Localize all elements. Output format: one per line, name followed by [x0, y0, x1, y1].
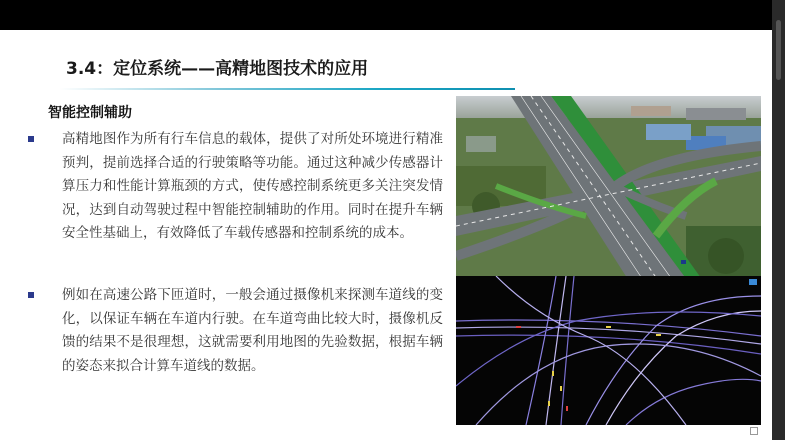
scrollbar-thumb[interactable]	[776, 20, 781, 80]
paragraph-text: 例如在高速公路下匝道时，一般会通过摄像机来探测车道线的变化，以保证车辆在车道内行驶。在车道弯曲比较大时，摄像机反馈的结果不是很理想，这就需要利用地图的先验数据，根据车辆的姿态来拟合计算车道线的数据。	[62, 287, 443, 374]
bullet-paragraph-2	[28, 284, 443, 378]
slide-title: 3.4：定位系统——高精地图技术的应用	[66, 59, 369, 79]
square-bullet-icon	[28, 136, 34, 142]
window-top-bar	[0, 0, 785, 30]
square-bullet-icon	[28, 292, 34, 298]
paragraph-text: 高精地图作为所有行车信息的载体，提供了对所处环境进行精准预判，提前选择合适的行驶策略等功能。通过这种减少传感器计算压力和性能计算瓶颈的方式，使传感控制系统更多关注突发情况，达到自动驾驶过程中智能控制辅助的作用。同时在提升车辆安全性基础上，有效降低了车载传感器和控制系统的成本。	[62, 131, 443, 241]
presentation-slide	[0, 30, 772, 440]
bullet-paragraph-1	[28, 128, 443, 246]
section-subtitle: 智能控制辅助	[48, 105, 132, 121]
hd-map-lane-render-image	[456, 276, 761, 425]
slide-corner-marker	[750, 427, 758, 435]
interchange-aerial-image	[456, 96, 761, 292]
title-underline	[60, 88, 515, 90]
